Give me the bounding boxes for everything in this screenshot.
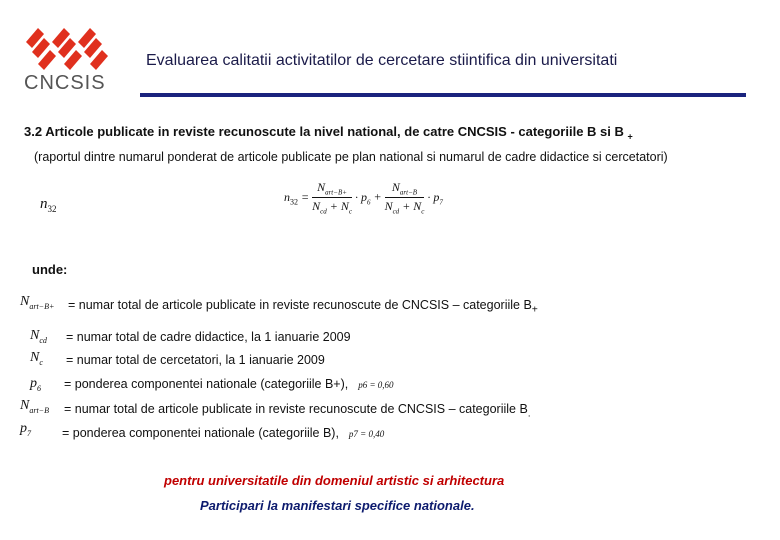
definition-text: = ponderea componentei nationale (categoriile B), p7 = 0,40 [62,426,385,440]
formula-fraction-1: $\frac{N_{art-B+}}{N_{cd} + N_c}$ [312,180,352,216]
logo-text: CNCSIS [24,72,106,94]
page-title: Evaluarea calitatii activitatilor de cercetare stiintifica din universitati [146,52,618,69]
formula: $n_{32}$ = $\frac{N_{art-B+}}{N_{cd} + N_c}$ · $p_6$ + $\frac{N_{art-B}}{N_{cd} + N_c}$ · $p_7$ [284,180,443,216]
section-heading-sub: + [627,131,633,142]
unde-label: unde: [32,262,68,277]
formula-lhs: $n_{32}$ [40,196,57,214]
definition-text: = numar total de articole publicate in reviste recunoscute de CNCSIS – categoriile $B_.$ [64,402,531,420]
section-heading [24,124,633,142]
section-subtitle: (raportul dintre numarul ponderat de articole publicate pe plan national si numarul de cadre didactice si cercetatori) [34,150,668,164]
formula-fraction-2: $\frac{N_{art-B}}{N_{cd} + N_c}$ [384,180,425,216]
definition-text: = ponderea componentei nationale (categoriile B+), p6 = 0,60 [64,377,394,391]
definition-symbol: $N_{cd}$ [30,328,47,345]
definition-symbol: $p_6$ [30,376,41,393]
definition-symbol: $N_{art-B}$ [20,398,49,415]
note-red: pentru universitatile din domeniul artistic si arhitectura [164,473,505,488]
definition-text: = numar total de cercetatori, la 1 ianuarie 2009 [66,353,325,367]
definition-text: = numar total de articole publicate in reviste recunoscute de CNCSIS – categoriile $B_+$ [68,298,538,316]
formula-p6: · $p_6$ [354,189,371,207]
section-heading-text: 3.2 Articole publicate in reviste recunoscute la nivel national, de catre CNCSIS - categoriile B si B [24,124,624,139]
definition-text: = numar total de cadre didactice, la 1 ianuarie 2009 [66,330,351,344]
definition-symbol: $N_c$ [30,350,43,367]
formula-p7: · $p_7$ [427,189,443,207]
formula-eq-lhs: $n_{32}$ = [284,189,313,207]
title-divider [140,93,746,97]
definition-symbol: $N_{art-B+}$ [20,294,55,311]
note-blue: Participari la manifestari specifice nationale. [200,498,475,513]
definition-symbol: $p_7$ [20,421,31,438]
